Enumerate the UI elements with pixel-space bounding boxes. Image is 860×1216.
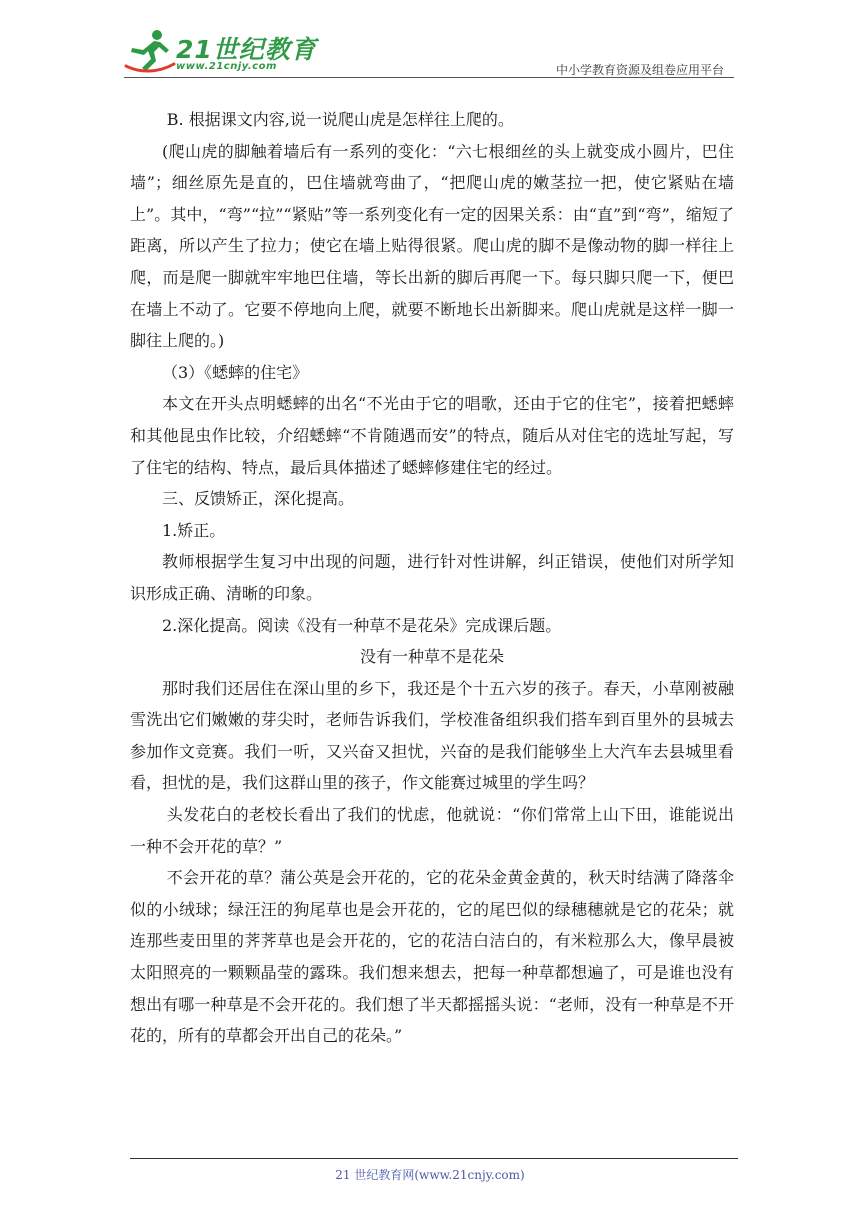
teacher-paragraph: 教师根据学生复习中出现的问题，进行针对性讲解，纠正错误，使他们对所学知识形成正确、清晰的印象。 [130,552,734,603]
document-body [130,104,734,1052]
footer-divider [130,1158,738,1159]
summary-paragraph: 本文在开头点明蟋蟀的出名“不光由于它的唱歌，还由于它的住宅”，接着把蟋蟀和其他昆虫作比较，介绍蟋蟀“不肯随遇而安”的特点，随后从对住宅的选址写起，写了住宅的结构、特点，最后具体描述了蟋蟀修建住宅的经过。 [130,394,734,477]
page-header [0,0,860,86]
logo-url: www.21cnjy.com [176,61,277,72]
platform-name: 中小学教育资源及组卷应用平台 [555,63,724,77]
reading-paragraph-1: 那时我们还居住在深山里的乡下，我还是个十五六岁的孩子。春天，小草刚被融雪洗出它们嫩嫩的芽尖时，老师告诉我们，学校准备组织我们搭车到百里外的县城去参加作文竞赛。我们一听，又兴奋又担忧，兴奋的是我们能够坐上大汽车去县城里看看，担忧的是，我们这群山里的孩子，作文能赛过城里的学生吗？ [130,678,734,793]
logo-text: 21世纪教育 [176,35,317,64]
site-logo [124,26,317,76]
reading-paragraph-3: 不会开花的草？蒲公英是会开花的，它的花朵金黄金黄的，秋天时结满了降落伞似的小绒球；绿汪汪的狗尾草也是会开花的，它的尾巴似的绿穗穗就是它的花朵；就连那些麦田里的荠荠草也是会开花的，它的花洁白洁白的，有米粒那么大，像早晨被太阳照亮的一颗颗晶莹的露珠。我们想来想去，把每一种草都想遍了，可是谁也没有想出有哪一种草是不会开花的。我们想了半天都摇摇头说：“老师，没有一种草是不开花的，所有的草都会开出自己的花朵。” [130,868,734,1046]
reading-paragraph-2: 头发花白的老校长看出了我们的忧虑，他就说：“你们常常上山下田，谁能说出一种不会开花的草？” [130,805,734,856]
page-footer: 21 世纪教育网(www.21cnjy.com) [335,1168,525,1182]
step-heading-3: 三、反馈矫正，深化提高。 [162,489,355,509]
answer-paragraph: (爬山虎的脚触着墙后有一系列的变化：“六七根细丝的头上就变成小圆片，巴住墙”；细丝原先是直的，巴住墙就弯曲了，“把爬山虎的嫩茎拉一把，使它紧贴在墙上”。其中，“弯”“拉”“紧贴”等一系列变化有一定的因果关系：由“直”到“弯”，缩短了距离，所以产生了拉力；使它在墙上贴得很紧。爬山虎的脚不是像动物的脚一样往上爬，而是爬一脚就牢牢地巴住墙，等长出新的脚后再爬一下。每只脚只爬一下，便巴在墙上不动了。它要不停地向上爬，就要不断地长出新脚来。爬山虎就是这样一脚一脚往上爬的。) [130,141,734,351]
running-figure-icon [124,26,176,76]
sub-heading-1: 1.矫正。 [162,520,226,540]
sub-heading-2: 2.深化提高。阅读《没有一种草不是花朵》完成课后题。 [162,615,562,635]
question-b: B. 根据课文内容,说一说爬山虎是怎样往上爬的。 [166,110,514,129]
reading-title: 没有一种草不是花朵 [359,647,504,667]
header-divider [124,77,734,78]
section-heading-3: （3）《蟋蟀的住宅》 [162,362,309,382]
